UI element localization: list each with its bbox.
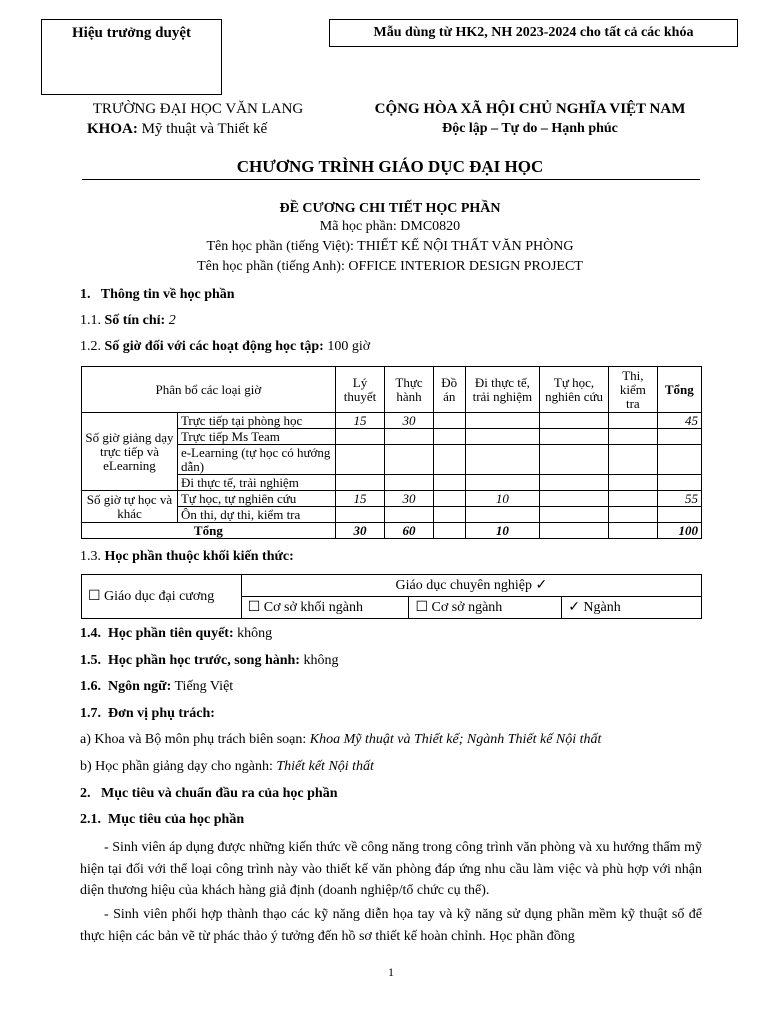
- cell: [540, 429, 609, 445]
- page-number: 1: [388, 965, 394, 979]
- cell: 45: [657, 413, 701, 429]
- section-1-1: [80, 313, 176, 329]
- section-1-title: 1. Thông tin về học phần: [80, 287, 235, 302]
- row-label: e-Learning (tự học có hướng dẫn): [177, 445, 335, 475]
- group-direct: Số giờ giảng dạy trực tiếp và eLearning: [82, 413, 178, 491]
- cell: 30: [385, 491, 433, 507]
- cell: [465, 429, 539, 445]
- row-label: Đi thực tế, trải nghiệm: [177, 475, 335, 491]
- table-row: [82, 413, 702, 429]
- knowledge-option-3: ✓ Ngành: [562, 597, 702, 619]
- total-label: Tổng: [82, 523, 336, 539]
- cell: 10: [465, 491, 539, 507]
- knowledge-general: ☐ Giáo dục đại cương: [82, 575, 242, 619]
- cell: [657, 507, 701, 523]
- s17-label: 1.7. Đơn vị phụ trách:: [80, 706, 215, 721]
- hours-table: [81, 366, 702, 539]
- cell: [385, 475, 433, 491]
- total-cell: [540, 523, 609, 539]
- s15-value: không: [303, 653, 339, 668]
- motto: Độc lập – Tự do – Hạnh phúc: [442, 121, 618, 136]
- course-name-en: Tên học phần (tiếng Anh): OFFICE INTERIOR DESIGN PROJECT: [197, 259, 583, 274]
- section-1-4: [80, 626, 272, 642]
- section-1-7: [80, 706, 215, 722]
- s17b-label: b) Học phần giảng dạy cho ngành:: [80, 759, 273, 774]
- knowledge-professional: Giáo dục chuyên nghiệp ✓: [241, 575, 701, 597]
- table-header-row: [82, 367, 702, 413]
- s14-value: không: [237, 626, 273, 641]
- cell: [433, 445, 465, 475]
- knowledge-option-2: ☐ Cơ sở ngành: [409, 597, 562, 619]
- course-name-vi: Tên học phần (tiếng Việt): THIẾT KẾ NỘI THẤT VĂN PHÒNG: [206, 239, 574, 254]
- cell: [657, 475, 701, 491]
- section-1-3: [80, 549, 294, 565]
- total-cell: 10: [465, 523, 539, 539]
- table-row: [82, 491, 702, 507]
- section-1-2: [80, 339, 370, 355]
- template-note-box: [329, 19, 738, 47]
- cell: 15: [335, 491, 385, 507]
- cell: [385, 445, 433, 475]
- knowledge-table: [81, 574, 702, 619]
- cell: [465, 507, 539, 523]
- cell: [657, 445, 701, 475]
- s14-label: 1.4. Học phần tiên quyết:: [80, 626, 234, 641]
- cell: [609, 491, 657, 507]
- faculty-line: [87, 121, 267, 138]
- row-label: Trực tiếp tại phòng học: [177, 413, 335, 429]
- faculty-label: KHOA:: [87, 121, 138, 137]
- cell: [433, 475, 465, 491]
- s13-num: 1.3.: [80, 549, 101, 564]
- cell: 55: [657, 491, 701, 507]
- cell: [385, 429, 433, 445]
- row-label: Tự học, tự nghiên cứu: [177, 491, 335, 507]
- template-note: Mẫu dùng từ HK2, NH 2023-2024 cho tất cả các khóa: [373, 25, 694, 40]
- cell: [540, 475, 609, 491]
- cell: [609, 445, 657, 475]
- cell: [335, 475, 385, 491]
- cell: [335, 507, 385, 523]
- header-total: Tổng: [657, 367, 701, 413]
- approval-label: Hiệu trưởng duyệt: [72, 25, 191, 41]
- cell: [609, 429, 657, 445]
- section-1-7-b: [80, 759, 374, 775]
- total-cell: [433, 523, 465, 539]
- cell: [465, 413, 539, 429]
- s17a-value: Khoa Mỹ thuật và Thiết kế; Ngành Thiết kế Nội thất: [309, 732, 602, 747]
- header-field: Đi thực tế, trải nghiệm: [465, 367, 539, 413]
- cell: [465, 445, 539, 475]
- section-2-1-title: 2.1. Mục tiêu của học phần: [80, 812, 245, 827]
- cell: 30: [385, 413, 433, 429]
- goals-paragraph-1: [80, 837, 702, 902]
- knowledge-option-1: ☐ Cơ sở khối ngành: [241, 597, 409, 619]
- cell: [335, 445, 385, 475]
- cell: [609, 507, 657, 523]
- s15-label: 1.5. Học phần học trước, song hành:: [80, 653, 300, 668]
- s16-label: 1.6. Ngôn ngữ:: [80, 679, 172, 694]
- header-project: Đồ án: [433, 367, 465, 413]
- s11-value: 2: [168, 313, 176, 328]
- row-label: Ôn thi, dự thi, kiểm tra: [177, 507, 335, 523]
- cell: [657, 429, 701, 445]
- cell: [385, 507, 433, 523]
- row-label: Trực tiếp Ms Team: [177, 429, 335, 445]
- header-theory: Lý thuyết: [335, 367, 385, 413]
- program-title: CHƯƠNG TRÌNH GIÁO DỤC ĐẠI HỌC: [236, 157, 544, 176]
- s12-label: Số giờ đối với các hoạt động học tập:: [104, 339, 324, 354]
- table-total-row: [82, 523, 702, 539]
- section-1-5: [80, 653, 338, 669]
- s13-label: Học phần thuộc khối kiến thức:: [104, 549, 294, 564]
- group-selfstudy: Số giờ tự học và khác: [82, 491, 178, 523]
- s11-num: 1.1.: [80, 313, 101, 328]
- syllabus-title: ĐỀ CƯƠNG CHI TIẾT HỌC PHẦN: [279, 201, 501, 216]
- course-code: Mã học phần: DMC0820: [319, 219, 461, 234]
- s11-label: Số tín chỉ:: [104, 313, 166, 328]
- approval-box: [41, 19, 222, 95]
- goal-text-2: - Sinh viên phối hợp thành thạo các kỹ năng diễn họa tay và kỹ năng sử dụng phần mềm kỹ thuật số để thực hiện các bản vẽ từ phác thảo ý tưởng đến hồ sơ thiết kế hoàn chỉnh. Học phần đồng: [80, 907, 702, 944]
- s12-value: 100 giờ: [327, 339, 371, 354]
- cell: [540, 491, 609, 507]
- cell: [335, 429, 385, 445]
- university-name: TRƯỜNG ĐẠI HỌC VĂN LANG: [92, 101, 304, 117]
- goals-paragraph-2: [80, 904, 702, 947]
- cell: [609, 475, 657, 491]
- cell: [465, 475, 539, 491]
- s12-num: 1.2.: [80, 339, 101, 354]
- total-cell: 30: [335, 523, 385, 539]
- cell: 15: [335, 413, 385, 429]
- cell: [540, 445, 609, 475]
- s17a-label: a) Khoa và Bộ môn phụ trách biên soạn:: [80, 732, 307, 747]
- republic-name: CỘNG HÒA XÃ HỘI CHỦ NGHĨA VIỆT NAM: [374, 101, 686, 117]
- s16-value: Tiếng Việt: [174, 679, 234, 694]
- goal-text-1: - Sinh viên áp dụng được những kiến thức về công năng trong công trình văn phòng và xu hướng thẩm mỹ hiện tại đối với thể loại công trình này vào thiết kế văn phòng đáp ứng nhu cầu làm việc và phù hợp với nhận diện thương hiệu của khách hàng giả định (doanh nghiệp/tổ chức cụ thể).: [80, 840, 702, 898]
- faculty-name: Mỹ thuật và Thiết kế: [141, 121, 268, 137]
- cell: [540, 413, 609, 429]
- cell: [433, 491, 465, 507]
- cell: [433, 429, 465, 445]
- header-allocation: Phân bổ các loại giờ: [82, 367, 336, 413]
- total-cell: [609, 523, 657, 539]
- cell: [540, 507, 609, 523]
- section-2-title: 2. Mục tiêu và chuẩn đầu ra của học phần: [80, 786, 338, 801]
- cell: [433, 413, 465, 429]
- total-cell: 100: [657, 523, 701, 539]
- header-selfstudy: Tự học, nghiên cứu: [540, 367, 609, 413]
- header-practice: Thực hành: [385, 367, 433, 413]
- title-rule: [82, 179, 700, 180]
- s17b-value: Thiết kết Nội thất: [276, 759, 374, 774]
- section-1-7-a: [80, 732, 601, 748]
- section-1-6: [80, 679, 233, 695]
- total-cell: 60: [385, 523, 433, 539]
- header-exam: Thi, kiểm tra: [609, 367, 657, 413]
- cell: [433, 507, 465, 523]
- cell: [609, 413, 657, 429]
